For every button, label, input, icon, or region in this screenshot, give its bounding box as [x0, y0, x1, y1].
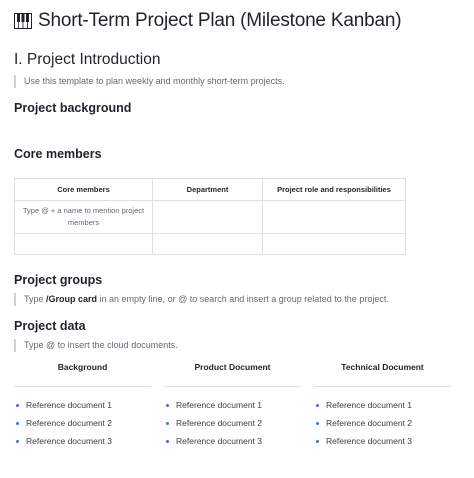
- reference-document-link[interactable]: Reference document 1: [14, 400, 151, 418]
- groups-note-prefix: Type: [24, 294, 47, 304]
- table-row: [15, 234, 406, 255]
- core-members-table: [14, 178, 406, 255]
- table-header-department: Department: [153, 179, 263, 201]
- column-divider: [314, 386, 451, 387]
- groups-note-suffix: in an empty line, or @ to search and insert a group related to the project.: [97, 294, 389, 304]
- reference-list: [14, 400, 151, 454]
- table-cell[interactable]: [153, 201, 263, 234]
- table-row: [15, 201, 406, 234]
- project-data-note: Type @ to insert the cloud documents.: [14, 339, 178, 352]
- table-cell[interactable]: [263, 201, 406, 234]
- column-title-product-document: Product Document: [194, 362, 271, 372]
- reference-document-link[interactable]: Reference document 1: [164, 400, 301, 418]
- reference-list: [164, 400, 301, 454]
- project-background-heading: Project background: [14, 101, 132, 115]
- groups-note: [14, 293, 389, 306]
- reference-list: [314, 400, 451, 454]
- document-title-text: Short-Term Project Plan (Milestone Kanban): [38, 10, 402, 31]
- column-divider: [14, 386, 151, 387]
- reference-document-link[interactable]: Reference document 1: [314, 400, 451, 418]
- background-docs-column: [14, 362, 151, 454]
- product-docs-column: [164, 362, 301, 454]
- table-header-role: Project role and responsibilities: [263, 179, 406, 201]
- project-data-heading: Project data: [14, 319, 86, 333]
- column-divider: [164, 386, 301, 387]
- table-header-core-members: Core members: [15, 179, 153, 201]
- core-members-heading: Core members: [14, 147, 102, 161]
- piano-keys-icon: [14, 12, 32, 30]
- reference-document-link[interactable]: Reference document 2: [314, 418, 451, 436]
- reference-document-link[interactable]: Reference document 3: [164, 436, 301, 454]
- reference-document-link[interactable]: Reference document 2: [14, 418, 151, 436]
- reference-document-link[interactable]: Reference document 2: [164, 418, 301, 436]
- table-cell[interactable]: [153, 234, 263, 255]
- table-cell[interactable]: [15, 234, 153, 255]
- project-introduction-heading: I. Project Introduction: [14, 51, 161, 68]
- table-cell[interactable]: Type @ + a name to mention project members: [15, 201, 153, 234]
- column-title-background: Background: [57, 362, 108, 372]
- group-card-command: /Group card: [46, 294, 98, 304]
- project-groups-heading: Project groups: [14, 273, 103, 287]
- table-cell[interactable]: [263, 234, 406, 255]
- column-title-technical-document: Technical Document: [341, 362, 424, 372]
- reference-document-link[interactable]: Reference document 3: [14, 436, 151, 454]
- document-title: [14, 10, 401, 32]
- technical-docs-column: [314, 362, 451, 454]
- reference-document-link[interactable]: Reference document 3: [314, 436, 451, 454]
- intro-note: Use this template to plan weekly and monthly short-term projects.: [14, 75, 285, 88]
